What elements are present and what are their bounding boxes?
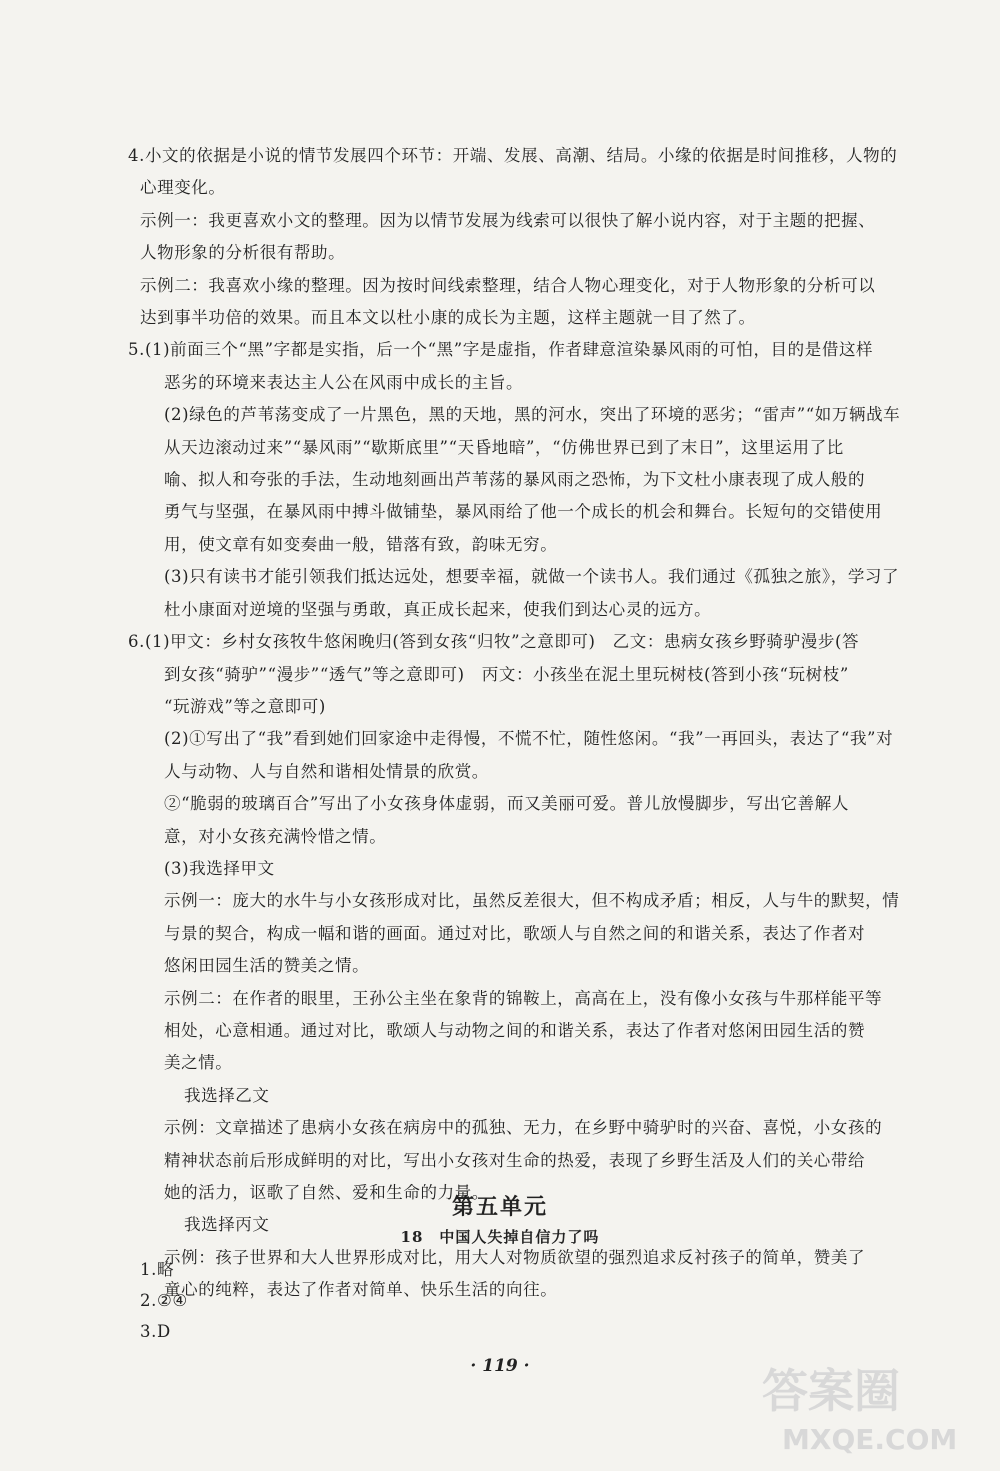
text-line: 人物形象的分析很有帮助。 — [140, 243, 346, 263]
unit-title: 第五单元 — [451, 1194, 548, 1220]
watermark-logo — [752, 1349, 982, 1459]
text-line: 美之情。 — [164, 1053, 233, 1073]
text-line: 杜小康面对逆境的坚强与勇敢，真正成长起来，使我们到达心灵的远方。 — [164, 599, 712, 619]
text-line: 我选择丙文 — [184, 1215, 270, 1235]
text-line: 人与动物、人与自然和谐相处情景的欣赏。 — [164, 761, 489, 781]
short-answer-line: 2.②④ — [140, 1291, 188, 1310]
text-line: 悠闲田园生活的赞美之情。 — [164, 956, 370, 976]
text-line: 与景的契合，构成一幅和谐的画面。通过对比，歌颂人与自然之间的和谐关系，表达了作者对 — [164, 923, 866, 943]
text-line: 精神状态前后形成鲜明的对比，写出小女孩对生命的热爱，表现了乡野生活及人们的关心带给 — [164, 1150, 866, 1170]
text-line: 她的活力，讴歌了自然、爱和生命的力量。 — [164, 1183, 489, 1202]
text-line: (2)①写出了“我”看到她们回家途中走得慢，不慌不忙，随性悠闲。“我”一再回头，表达了“我”对 — [164, 729, 894, 749]
text-line: (3)我选择甲文 — [164, 858, 275, 878]
text-line: 意，对小女孩充满怜惜之情。 — [164, 826, 387, 846]
answer-text-block — [128, 140, 901, 1307]
text-line: 5.(1)前面三个“黑”字都是实指，后一个“黑”字是虚指，作者肆意渲染暴风雨的可怕，目的是借这样 — [128, 340, 874, 360]
text-line: 喻、拟人和夸张的手法，生动地刻画出芦苇荡的暴风雨之恐怖，为下文杜小康表现了成人般的 — [164, 470, 866, 490]
text-line: 示例：文章描述了患病小女孩在病房中的孤独、无力，在乡野中骑驴时的兴奋、喜悦，小女孩的 — [164, 1118, 883, 1138]
text-line: 达到事半功倍的效果。而且本文以杜小康的成长为主题，这样主题就一目了然了。 — [140, 308, 756, 328]
text-line: 示例一：庞大的水牛与小女孩形成对比，虽然反差很大，但不构成矛盾；相反，人与牛的默契，情 — [164, 891, 900, 911]
text-line: 相处，心意相通。通过对比，歌颂人与动物之间的和谐关系，表达了作者对悠闲田园生活的赞 — [164, 1020, 866, 1040]
text-line: 到女孩“骑驴”“漫步”“透气”等之意即可) 丙文：小孩坐在泥土里玩树枝(答到小孩“玩树枝” — [164, 664, 849, 684]
text-line: 心理变化。 — [140, 178, 226, 198]
text-line: 示例二：在作者的眼里，王孙公主坐在象背的锦鞍上，高高在上，没有像小女孩与牛那样能平等 — [164, 988, 883, 1008]
lesson-title: 18 中国人失掉自信力了吗 — [400, 1228, 600, 1246]
text-line: 6.(1)甲文：乡村女孩牧牛悠闲晚归(答到女孩“归牧”之意即可) 乙文：患病女孩乡野骑驴漫步(答 — [128, 632, 860, 652]
text-line: 童心的纯粹，表达了作者对简单、快乐生活的向往。 — [164, 1280, 558, 1300]
text-line: 4.小文的依据是小说的情节发展四个环节：开端、发展、高潮、结局。小缘的依据是时间推移，人物的 — [128, 146, 898, 165]
watermark-text-cn: 答案圈 — [762, 1364, 900, 1418]
text-line: 恶劣的环境来表达主人公在风雨中成长的主旨。 — [164, 372, 524, 392]
text-line: 示例二：我喜欢小缘的整理。因为按时间线索整理，结合人物心理变化，对于人物形象的分析可以 — [140, 275, 876, 295]
text-line: ②“脆弱的玻璃百合”写出了小女孩身体虚弱，而又美丽可爱。普儿放慢脚步，写出它善解人 — [164, 794, 849, 814]
text-line: 我选择乙文 — [184, 1085, 270, 1105]
short-answer-line: 3.D — [140, 1322, 171, 1341]
text-line: 用，使文章有如变奏曲一般，错落有致，韵味无穷。 — [164, 534, 558, 554]
text-line: 从天边滚动过来”“暴风雨”“歇斯底里”“天昏地暗”，“仿佛世界已到了末日”，这里运用了比 — [164, 437, 844, 457]
short-answer-line: 1.略 — [140, 1260, 175, 1279]
text-line: (2)绿色的芦苇荡变成了一片黑色，黑的天地，黑的河水，突出了环境的恶劣；“雷声”“如万辆战车 — [164, 405, 901, 425]
page-number: · 119 · — [470, 1356, 530, 1376]
text-line: 勇气与坚强，在暴风雨中搏斗做铺垫，暴风雨给了他一个成长的机会和舞台。长短句的交错使用 — [164, 502, 883, 522]
text-line: (3)只有读书才能引领我们抵达远处，想要幸福，就做一个读书人。我们通过《孤独之旅》，学习了 — [164, 567, 900, 587]
text-line: “玩游戏”等之意即可) — [164, 696, 326, 716]
text-line: 示例一：我更喜欢小文的整理。因为以情节发展为线索可以很快了解小说内容，对于主题的把握、 — [140, 210, 876, 230]
text-line: 示例：孩子世界和大人世界形成对比，用大人对物质欲望的强烈追求反衬孩子的简单，赞美了 — [164, 1247, 866, 1267]
watermark-text-url: MXQE.COM — [782, 1423, 958, 1456]
short-answers — [140, 1254, 188, 1347]
